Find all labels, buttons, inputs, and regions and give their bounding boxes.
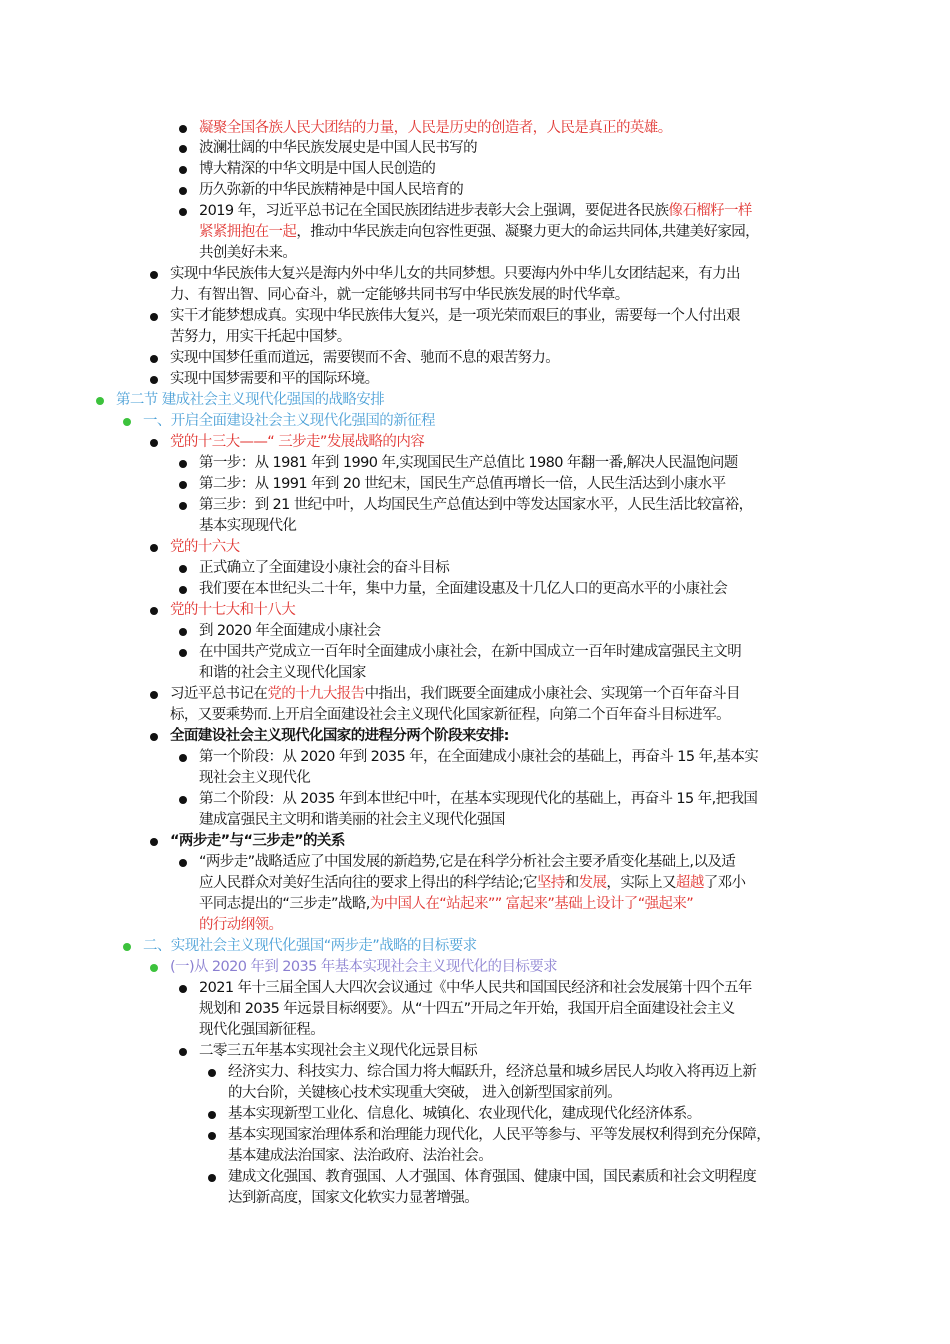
text-segment: 的行动纲领。: [199, 917, 283, 933]
text-segment: 中指出，我们既要全面建成小康社会、实现第一个百年奋斗目: [364, 686, 740, 702]
outline-line: [170, 264, 740, 284]
bullet-icon: [179, 649, 187, 657]
bullet-icon: [208, 1174, 216, 1182]
text-segment: 像石榴籽一样: [668, 203, 752, 219]
outline-line: [170, 348, 559, 368]
bullet-icon: [150, 355, 158, 363]
text-segment: ，推动中华民族走向包容性更强、凝聚力更大的命运共同体,共建美好家园，: [296, 224, 760, 240]
bullet-icon: [179, 145, 187, 153]
text-segment: 在中国共产党成立一百年时全面建成小康社会，在新中国成立一百年时建成富强民主文明: [199, 644, 742, 660]
outline-line: [228, 1083, 621, 1103]
text-segment: 规划和 2035 年远景目标纲要》。从“十四五”开局之年开始，我国开启全面建设社会主义: [199, 1001, 735, 1017]
outline-line: [170, 306, 740, 326]
text-segment: 党的十六大: [170, 539, 240, 555]
bullet-icon: [179, 1048, 187, 1056]
text-segment: 的大台阶，关键核心技术实现重大突破， 进入创新型国家前列。: [228, 1085, 622, 1101]
outline-line: [199, 810, 505, 830]
outline-line: [228, 1146, 492, 1166]
text-segment: 建成富强民主文明和谐美丽的社会主义现代化强国: [199, 812, 505, 828]
outline-line: [199, 1041, 477, 1061]
text-segment: 党的十三大——“ 三步走”发展战略的内容: [170, 434, 425, 450]
bullet-icon: [150, 607, 158, 615]
bullet-icon: [179, 166, 187, 174]
text-segment: 波澜壮阔的中华民族发展史是中国人民书写的: [199, 140, 477, 156]
outline-line: [170, 369, 379, 389]
text-segment: 发展: [578, 875, 607, 891]
outline-line: [170, 285, 629, 305]
text-segment: ，实际上又: [606, 875, 676, 891]
outline-line: [228, 1125, 770, 1145]
text-segment: 第一步：从 1981 年到 1990 年,实现国民生产总值比 1980 年翻一番,解决人民温饱问题: [199, 455, 738, 471]
text-segment: 我们要在本世纪头二十年，集中力量，全面建设惠及十几亿人口的更高水平的小康社会: [199, 581, 728, 597]
outline-line: [228, 1167, 756, 1187]
bullet-icon: [179, 859, 187, 867]
outline-line: [199, 621, 381, 641]
text-segment: 为中国人在“站起来”” 富起来”基础上设计了“强起来”: [369, 896, 694, 912]
outline-line: [199, 747, 758, 767]
outline-line: [199, 243, 296, 263]
bullet-icon: [179, 481, 187, 489]
bullet-icon: [179, 460, 187, 468]
outline-line: [199, 894, 693, 914]
text-segment: 共创美好未来。: [199, 245, 297, 261]
bullet-icon: [150, 376, 158, 384]
outline-line: [199, 180, 463, 200]
text-segment: 第一个阶段：从 2020 年到 2035 年，在全面建成小康社会的基础上，再奋斗 15 年,基本实: [199, 749, 759, 765]
outline-line: [170, 726, 509, 746]
bullet-icon: [96, 397, 104, 405]
text-segment: 到 2020 年全面建成小康社会: [199, 623, 381, 639]
outline-line: [199, 474, 726, 494]
outline-line: [170, 957, 557, 977]
outline-line: [199, 222, 759, 242]
bullet-icon: [208, 1111, 216, 1119]
outline-line: [170, 327, 351, 347]
outline-line: [199, 873, 745, 893]
outline-line: [199, 663, 366, 683]
text-segment: 现社会主义现代化: [199, 770, 311, 786]
bullet-icon: [150, 964, 158, 972]
text-segment: 实现中国梦任重而道远，需要锲而不舍、驰而不息的艰苦努力。: [170, 350, 560, 366]
text-segment: 2019 年，习近平总书记在全国民族团结进步表彰大会上强调，要促进各民族: [199, 203, 669, 219]
outline-line: [170, 684, 740, 704]
text-segment: 第二步：从 1991 年到 20 世纪末，国民生产总值再增长一倍，人民生活达到小康水平: [199, 476, 726, 492]
outline-line: [199, 138, 477, 158]
bullet-icon: [123, 418, 131, 426]
outline-line: [143, 411, 435, 431]
outline-line: [199, 642, 741, 662]
outline-line: [228, 1104, 701, 1124]
bullet-icon: [208, 1069, 216, 1077]
text-segment: 全面建设社会主义现代化国家的进程分两个阶段来安排:: [170, 728, 509, 744]
text-segment: 经济实力、科技实力、综合国力将大幅跃升，经济总量和城乡居民人均收入将再迈上新: [228, 1064, 757, 1080]
text-segment: 2021 年十三届全国人大四次会议通过《中华人民共和国国民经济和社会发展第十四个五年: [199, 980, 752, 996]
text-segment: 平同志提出的“三步走”战略,: [199, 896, 370, 912]
outline-line: [116, 390, 384, 410]
text-segment: 第二个阶段：从 2035 年到本世纪中叶，在基本实现现代化的基础上，再奋斗 15 年,把我国: [199, 791, 758, 807]
text-segment: 应人民群众对美好生活向往的要求上得出的科学结论;它: [199, 875, 537, 891]
text-segment: 第三步：到 21 世纪中叶，人均国民生产总值达到中等发达国家水平，人民生活比较富裕，: [199, 497, 753, 513]
text-segment: 第二节 建成社会主义现代化强国的战略安排: [116, 392, 385, 408]
text-segment: 一、开启全面建设社会主义现代化强国的新征程: [143, 413, 435, 429]
text-segment: 基本实现现代化: [199, 518, 297, 534]
text-segment: 达到新高度，国家文化软实力显著增强。: [228, 1190, 479, 1206]
bullet-icon: [123, 943, 131, 951]
text-segment: 党的十九大报告: [267, 686, 365, 702]
outline-line: [228, 1062, 756, 1082]
text-segment: 紧紧拥抱在一起: [199, 224, 297, 240]
outline-line: [170, 831, 345, 851]
text-segment: 现代化强国新征程。: [199, 1022, 325, 1038]
bullet-icon: [179, 187, 187, 195]
bullet-icon: [179, 502, 187, 510]
outline-line: [199, 579, 727, 599]
text-segment: 了邓小: [703, 875, 746, 891]
outline-line: [170, 600, 295, 620]
text-segment: 基本建成法治国家、法治政府、法治社会。: [228, 1148, 493, 1164]
text-segment: 基本实现新型工业化、信息化、城镇化、农业现代化，建成现代化经济体系。: [228, 1106, 701, 1122]
outline-line: [199, 558, 449, 578]
bullet-icon: [179, 208, 187, 216]
bullet-icon: [150, 733, 158, 741]
text-segment: 实现中华民族伟大复兴是海内外中华儿女的共同梦想。只要海内外中华儿女团结起来，有力出: [170, 266, 740, 282]
bullet-icon: [150, 544, 158, 552]
outline-line: [199, 789, 757, 809]
text-segment: 二、实现社会主义现代化强国“两步走”战略的目标要求: [143, 938, 477, 954]
outline-line: [199, 495, 752, 515]
outline-line: [170, 432, 424, 452]
bullet-icon: [150, 439, 158, 447]
text-segment: 苦努力，用实干托起中国梦。: [170, 329, 351, 345]
text-segment: 实现中国梦需要和平的国际环境。: [170, 371, 379, 387]
text-segment: 坚持: [536, 875, 565, 891]
text-segment: 和: [564, 875, 579, 891]
outline-line: [199, 915, 282, 935]
bullet-icon: [150, 691, 158, 699]
outline-line: [228, 1188, 478, 1208]
text-segment: 力、有智出智、同心奋斗，就一定能够共同书写中华民族发展的时代华章。: [170, 287, 629, 303]
outline-line: [199, 453, 738, 473]
outline-line: [170, 705, 730, 725]
text-segment: “两步走”与“三步走”的关系: [170, 833, 345, 849]
outline-line: [199, 118, 672, 138]
text-segment: “两步走”战略适应了中国发展的新趋势,它是在科学分析社会主要矛盾变化基础上,以及适: [199, 854, 736, 870]
bullet-icon: [179, 565, 187, 573]
bullet-icon: [150, 313, 158, 321]
outline-line: [199, 159, 435, 179]
text-segment: 正式确立了全面建设小康社会的奋斗目标: [199, 560, 450, 576]
outline-line: [199, 516, 296, 536]
bullet-icon: [179, 628, 187, 636]
outline-line: [199, 201, 752, 221]
text-segment: 党的十七大和十八大: [170, 602, 296, 618]
text-segment: 凝聚全国各族人民大团结的力量，人民是历史的创造者，人民是真正的英雄。: [199, 120, 672, 136]
bullet-icon: [208, 1132, 216, 1140]
bullet-icon: [179, 985, 187, 993]
outline-line: [199, 1020, 324, 1040]
bullet-icon: [150, 271, 158, 279]
outline-line: [143, 936, 477, 956]
outline-line: [170, 537, 240, 557]
bullet-icon: [150, 838, 158, 846]
text-segment: (一)从 2020 年到 2035 年基本实现社会主义现代化的目标要求: [170, 959, 558, 975]
text-segment: 和谐的社会主义现代化国家: [199, 665, 366, 681]
text-segment: 基本实现国家治理体系和治理能力现代化，人民平等参与、平等发展权利得到充分保障，: [228, 1127, 771, 1143]
bullet-icon: [179, 754, 187, 762]
text-segment: 二零三五年基本实现社会主义现代化远景目标: [199, 1043, 477, 1059]
text-segment: 超越: [675, 875, 704, 891]
bullet-icon: [179, 586, 187, 594]
outline-line: [199, 852, 735, 872]
bullet-icon: [179, 125, 187, 133]
text-segment: 博大精深的中华文明是中国人民创造的: [199, 161, 436, 177]
text-segment: 实干才能梦想成真。实现中华民族伟大复兴，是一项光荣而艰巨的事业，需要每一个人付出艰: [170, 308, 740, 324]
outline-line: [199, 978, 752, 998]
outline-line: [199, 768, 310, 788]
text-segment: 习近平总书记在: [170, 686, 268, 702]
text-segment: 历久弥新的中华民族精神是中国人民培育的: [199, 182, 464, 198]
text-segment: 建成文化强国、教育强国、人才强国、体育强国、健康中国，国民素质和社会文明程度: [228, 1169, 757, 1185]
outline-line: [199, 999, 735, 1019]
text-segment: 标，又要乘势而.上开启全面建设社会主义现代化国家新征程，向第二个百年奋斗目标进军。: [170, 707, 731, 723]
bullet-icon: [179, 796, 187, 804]
